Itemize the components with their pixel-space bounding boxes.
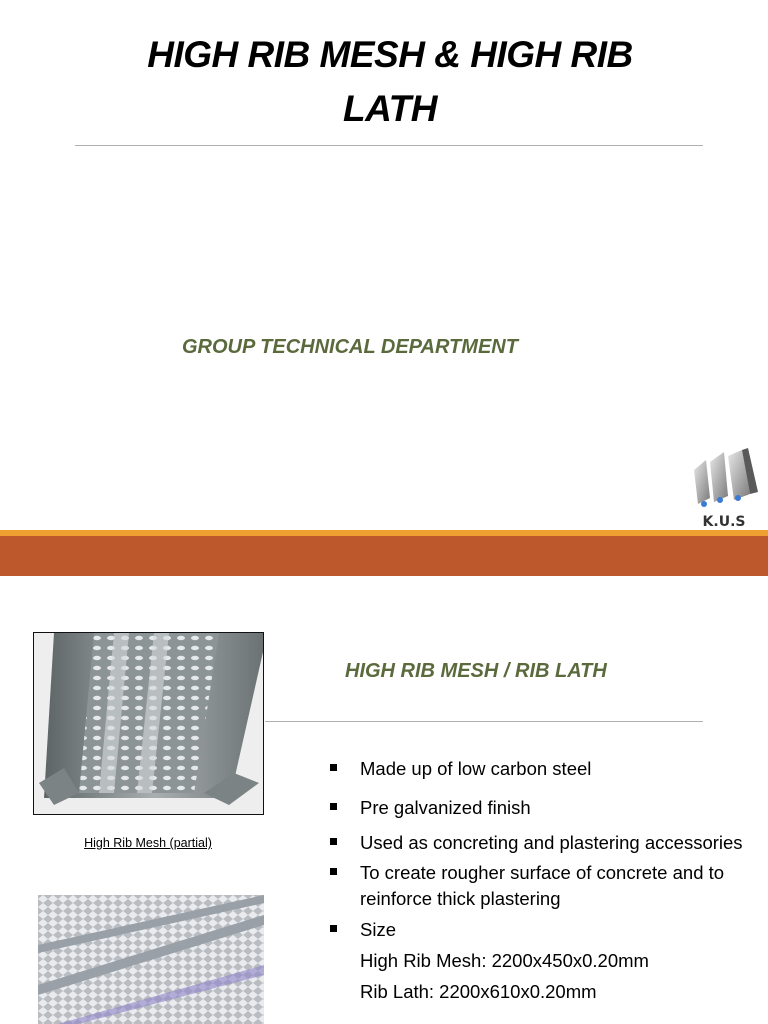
bullet-marker: [330, 764, 337, 771]
rib-lath-photo: [38, 895, 264, 1024]
slide-title-line-1: HIGH RIB MESH & HIGH RIB: [147, 34, 633, 75]
logo-text: K.U.S: [702, 514, 746, 530]
size-high-rib-mesh: High Rib Mesh: 2200x450x0.20mm: [360, 950, 649, 971]
slide-title-line-2: LATH: [343, 88, 437, 129]
list-item: Made up of low carbon steel: [330, 756, 765, 782]
department-subtitle: GROUP TECHNICAL DEPARTMENT: [182, 336, 518, 358]
high-rib-mesh-photo: [33, 632, 264, 815]
list-item: Size: [330, 917, 765, 943]
kus-logo-mark: [684, 448, 764, 530]
section-divider: [265, 721, 703, 722]
kus-logo: [684, 448, 764, 530]
orange-band: [0, 536, 768, 576]
list-item: Used as concreting and plastering accessories: [330, 830, 765, 856]
list-item: To create rougher surface of concrete and to reinforce thick plastering: [330, 860, 765, 912]
list-item: Pre galvanized finish: [330, 795, 765, 821]
slide-title: [60, 28, 720, 136]
bullet-marker: [330, 868, 337, 875]
section-heading: HIGH RIB MESH / RIB LATH: [345, 660, 607, 682]
bullet-marker: [330, 838, 337, 845]
title-divider: [75, 145, 703, 146]
photo-caption: High Rib Mesh (partial): [84, 836, 212, 850]
bullet-marker: [330, 803, 337, 810]
bullet-marker: [330, 925, 337, 932]
size-rib-lath: Rib Lath: 2200x610x0.20mm: [360, 981, 597, 1002]
